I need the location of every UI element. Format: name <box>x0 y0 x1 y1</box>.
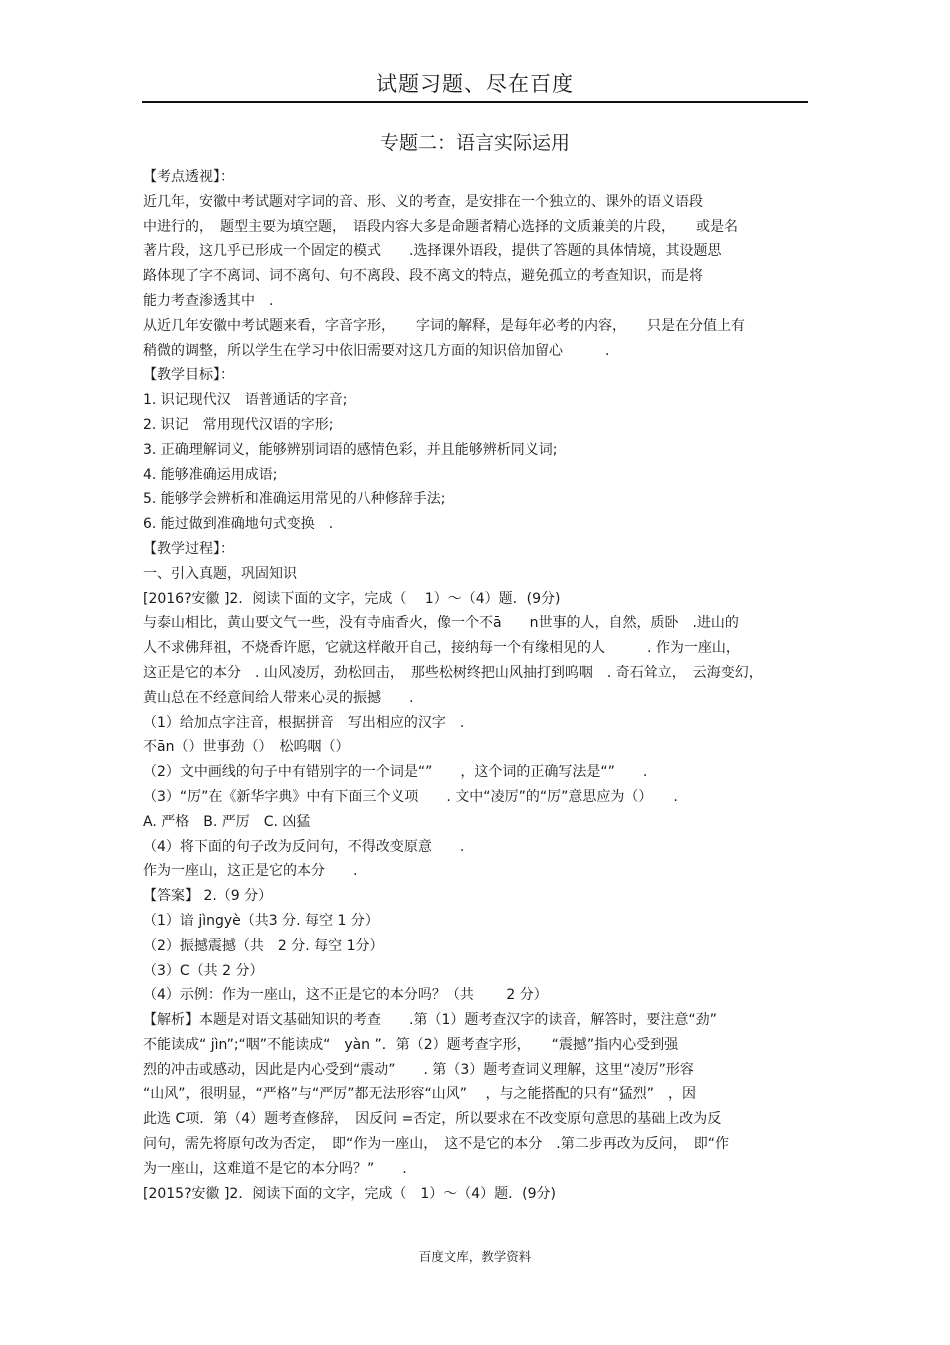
text-line: （1）谙 jìngyè（共3 分. 每空 1 分） <box>143 912 379 929</box>
text-line: 从近几年安徽中考试题来看，字音字形， 字词的解释，是每年必考的内容， 只是在分值上有 <box>143 317 745 334</box>
text-line: 【考点透视】： <box>143 169 234 185</box>
text-line: 1. 识记现代汉 语普通话的字音; <box>143 392 348 409</box>
text-line: 著片段，这几乎已形成一个固定的模式 .选择课外语段，提供了答题的具体情境，其设题思 <box>143 243 722 260</box>
text-line: 近几年，安徽中考试题对字词的音、形、义的考查，是安排在一个独立的、课外的语义语段 <box>143 193 703 210</box>
text-line: [2016?安徽 ]2．阅读下面的文字，完成（ 1）～（4）题．(9分) <box>143 590 561 607</box>
text-line: 2. 识记 常用现代汉语的字形; <box>143 416 334 433</box>
text-line: 3. 正确理解词义，能够辨别词语的感情色彩，并且能够辨析同义词; <box>143 441 558 458</box>
text-line: 为一座山，这难道不是它的本分吗？” . <box>143 1160 407 1177</box>
text-line: 路体现了字不离词、词不离句、句不离段、段不离文的特点，避免孤立的考查知识，而是将 <box>143 268 703 285</box>
text-line: 烈的冲击或感动，因此是内心受到“震动” . 第（3）题考查词义理解，这里“凌厉”形容 <box>143 1061 694 1078</box>
text-line: 黄山总在不经意间给人带来心灵的振撼 . <box>143 689 414 706</box>
document-body <box>143 165 808 1206</box>
text-line: 此选 C项．第（4）题考查修辞， 因反问 =否定，所以要求在不改变原句意思的基础上改为反 <box>143 1111 722 1128</box>
text-line: 5. 能够学会辨析和准确运用常见的八种修辞手法; <box>143 491 446 508</box>
text-line: 作为一座山，这正是它的本分 . <box>143 863 358 880</box>
text-line: 6. 能过做到准确地句式变换 . <box>143 516 334 533</box>
text-line: 能力考查渗透其中 . <box>143 292 274 309</box>
text-line: 4. 能够准确运用成语; <box>143 466 278 483</box>
text-line: 中进行的， 题型主要为填空题， 语段内容大多是命题者精心选择的文质兼美的片段， 或是名 <box>143 218 738 235</box>
text-line: （2）振撼震撼（共 2 分. 每空 1分） <box>143 937 384 954</box>
text-line: 稍微的调整，所以学生在学习中依旧需要对这几方面的知识倍加留心 . <box>143 342 610 359</box>
text-line: 不能读成“ jìn”;“咽”不能读成“ yàn ”．第（2）题考查字形， “震撼”指内心受到强 <box>143 1036 679 1053</box>
text-line: [2015?安徽 ]2．阅读下面的文字，完成（ 1）～（4）题．(9分) <box>143 1185 556 1202</box>
header-divider <box>142 101 808 103</box>
text-line: （4）将下面的句子改为反问句，不得改变原意 . <box>143 838 465 855</box>
text-line: 人不求佛拜祖，不烧香许愿，它就这样敞开自己，接纳每一个有缘相见的人 . 作为一座山， <box>143 640 740 657</box>
document-title: 专题二：语言实际运用 <box>379 132 570 154</box>
text-line: 问句，需先将原句改为否定， 即“作为一座山， 这不是它的本分 .第二步再改为反问， 即“作 <box>143 1136 729 1153</box>
text-line: 【解析】本题是对语文基础知识的考查 .第（1）题考查汉字的读音，解答时，要注意“劲” <box>143 1012 717 1029</box>
text-line: （3）C（共 2 分） <box>143 962 264 979</box>
text-line: A. 严格 B. 严厉 C. 凶猛 <box>143 813 311 830</box>
text-line: 不ān（）世事劲（） 松呜咽（） <box>143 739 350 756</box>
header-title: 试题习题、尽在百度 <box>376 72 574 96</box>
footer-text: 百度文库，教学资料 <box>418 1249 532 1264</box>
text-line: 这正是它的本分 . 山风凌厉，劲松回击， 那些松树终把山风抽打到呜咽 . 奇石耸立， 云海变幻， <box>143 664 763 681</box>
text-line: （2）文中画线的句子中有错别字的一个词是“” ，这个词的正确写法是“” . <box>143 764 648 781</box>
text-line: （1）给加点字注音，根据拼音 写出相应的汉字 . <box>143 714 465 731</box>
text-line: 【教学过程】： <box>143 540 234 557</box>
text-line: 与泰山相比，黄山要文气一些，没有寺庙香火，像一个不ā n世事的人，自然，质卧 .进山的 <box>143 615 739 632</box>
text-line: （4）示例：作为一座山，这不正是它的本分吗？（共 2 分） <box>143 987 548 1004</box>
text-line: “山风”，很明显，“严格”与“严厉”都无法形容“山风” ，与之能搭配的只有“猛烈” ，因 <box>143 1086 696 1103</box>
text-line: （3）“厉”在《新华字典》中有下面三个义项 . 文中“凌厉”的“厉”意思应为（） . <box>143 788 678 805</box>
text-line: 一、引入真题，巩固知识 <box>143 565 297 582</box>
text-line: 【答案】 2.（9 分） <box>143 888 273 905</box>
text-line: 【教学目标】： <box>143 367 234 384</box>
